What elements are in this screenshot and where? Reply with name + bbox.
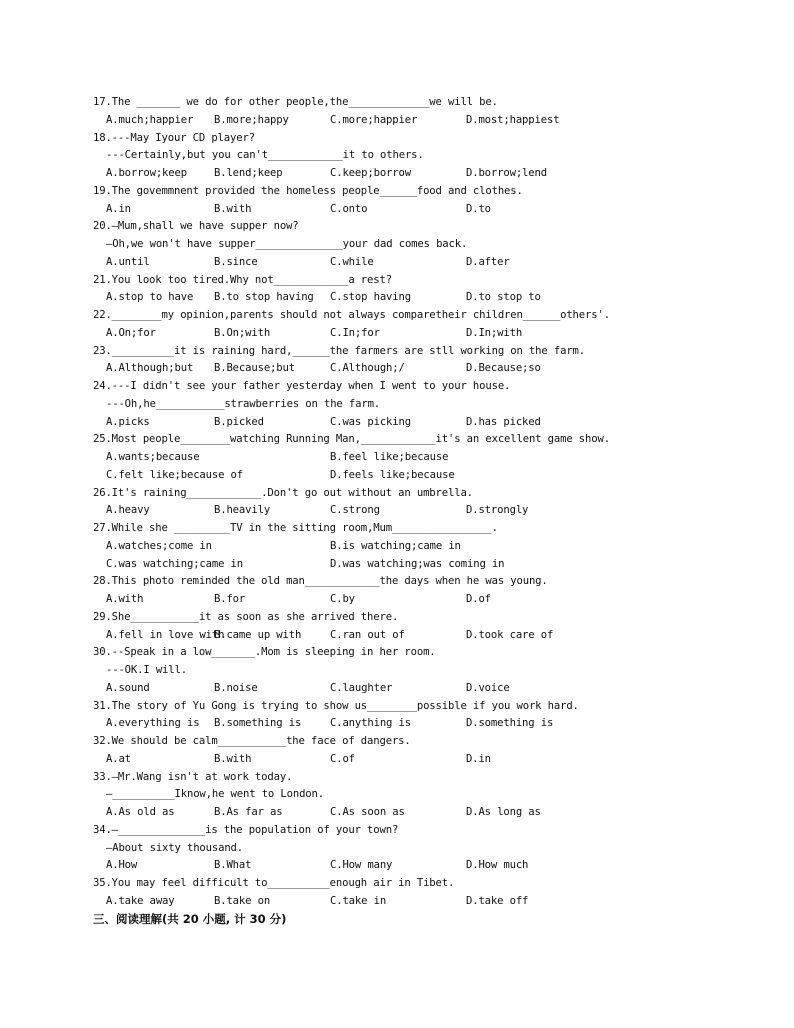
answer-option: A.borrow;keep — [106, 167, 187, 179]
answer-option: A.How — [106, 859, 138, 872]
answer-option: D.something is — [466, 717, 554, 730]
answer-option: A.watches;come in — [106, 539, 212, 552]
answer-option: C.more;happier — [330, 113, 418, 126]
question-stem: 21.You look too tired.Why not____________a rest? — [93, 273, 392, 286]
answer-option: C.As soon as — [330, 806, 405, 818]
answer-options-row — [93, 201, 713, 219]
answer-option: C.by — [330, 593, 355, 605]
answer-option: D.voice — [466, 681, 510, 694]
answer-option: C.was picking — [330, 415, 411, 428]
answer-option: B.to stop having — [214, 291, 314, 304]
exam-sheet — [93, 94, 713, 928]
answer-option: D.took care of — [466, 628, 554, 641]
answer-option: D.In;with — [466, 326, 523, 339]
answer-option: A.On;for — [106, 326, 156, 339]
answer-options-row — [93, 680, 713, 698]
answer-option: D.most;happiest — [466, 113, 560, 126]
answer-option: C.How many — [330, 859, 393, 872]
answer-option: B.more;happy — [214, 113, 289, 126]
answer-option: D.has picked — [466, 415, 541, 428]
answer-option: C.strong — [330, 504, 380, 517]
answer-option: D.borrow;lend — [466, 167, 547, 179]
answer-option: C.was watching;came in — [106, 557, 244, 570]
question-dialogue-line: —__________Iknow,he went to London. — [106, 788, 324, 801]
answer-option: D.strongly — [466, 504, 529, 517]
answer-option: C.In;for — [330, 326, 380, 339]
answer-option: A.As old as — [106, 806, 175, 818]
answer-option: D.in — [466, 752, 491, 765]
question-dialogue-line: ---Certainly,but you can't____________it to others. — [106, 149, 424, 162]
answer-options-row — [93, 502, 713, 520]
answer-option: B.take on — [214, 894, 271, 907]
question-stem: 29.She___________it as soon as she arrived there. — [93, 610, 399, 623]
question-stem: 28.This photo reminded the old man____________the days when he was young. — [93, 575, 548, 588]
answer-option: D.to — [466, 202, 491, 215]
answer-options-row — [93, 627, 713, 645]
answer-option: A.sound — [106, 681, 150, 694]
answer-option: A.much;happier — [106, 113, 194, 126]
question-stem: 32.We should be calm___________the face of dangers. — [93, 735, 411, 747]
answer-options-row — [93, 325, 713, 343]
answer-option: A.take away — [106, 894, 175, 907]
question-stem: 24.---I didn't see your father yesterday when I went to your house. — [93, 380, 511, 392]
answer-option: B.As far as — [214, 806, 283, 818]
answer-option: B.with — [214, 202, 252, 215]
answer-option: D.after — [466, 255, 510, 268]
answer-options-row — [93, 254, 713, 272]
answer-option: B.Because;but — [214, 362, 295, 375]
answer-option: B.feel like;because — [330, 451, 449, 463]
answer-options-row — [93, 591, 713, 609]
answer-options-row — [93, 289, 713, 307]
answer-option: A.fell in love with — [106, 628, 225, 641]
answer-options-row — [93, 449, 713, 467]
answer-option: D.As long as — [466, 806, 541, 818]
answer-option: D.to stop to — [466, 291, 541, 304]
question-stem: 27.While she _________TV in the sitting room,Mum________________. — [93, 522, 498, 534]
answer-option: A.with — [106, 593, 144, 605]
answer-option: A.stop to have — [106, 291, 194, 304]
answer-options-row — [93, 751, 713, 769]
answer-options-row — [93, 538, 713, 556]
question-stem: 26.It's raining____________.Don't go out without an umbrella. — [93, 486, 473, 499]
answer-option: A.heavy — [106, 504, 150, 517]
answer-options-row — [93, 715, 713, 733]
answer-option: D.of — [466, 593, 491, 605]
answer-options-row — [93, 893, 713, 911]
answer-options-row — [93, 804, 713, 822]
answer-option: C.while — [330, 255, 374, 268]
question-dialogue-line: —About sixty thousand. — [106, 841, 244, 854]
answer-options-row — [93, 112, 713, 130]
answer-option: B.heavily — [214, 504, 271, 517]
answer-options-row — [93, 556, 713, 574]
answer-option: C.laughter — [330, 681, 393, 694]
answer-option: B.What — [214, 859, 252, 872]
answer-option: C.of — [330, 752, 355, 765]
answer-option: C.felt like;because of — [106, 468, 244, 481]
question-stem: 19.The govemmnent provided the homeless people______food and clothes. — [93, 184, 523, 197]
answer-option: B.with — [214, 752, 252, 765]
answer-option: C.anything is — [330, 717, 411, 730]
question-stem: 17.The _______ we do for other people,the_____________we will be. — [93, 96, 498, 108]
question-stem: 18.---May Iyour CD player? — [93, 131, 255, 144]
answer-options-row — [93, 360, 713, 378]
answer-option: B.came up with — [214, 628, 302, 641]
answer-option: B.On;with — [214, 326, 271, 339]
answer-option: A.in — [106, 202, 131, 215]
answer-option: C.take in — [330, 894, 387, 907]
answer-option: B.something is — [214, 717, 302, 730]
question-dialogue-line: —Oh,we won't have supper______________your dad comes back. — [106, 238, 468, 250]
answer-option: C.Although;/ — [330, 362, 405, 375]
answer-option: B.lend;keep — [214, 167, 283, 179]
question-stem: 22.________my opinion,parents should not always comparetheir children______others'. — [93, 309, 610, 321]
question-stem: 35.You may feel difficult to__________enough air in Tibet. — [93, 877, 455, 889]
question-stem: 33.—Mr.Wang isn't at work today. — [93, 770, 293, 783]
answer-option: A.until — [106, 255, 150, 268]
answer-option: B.for — [214, 593, 246, 605]
section-heading: 三、阅读理解(共 20 小题, 计 30 分) — [93, 911, 287, 926]
question-stem: 30.--Speak in a low_______.Mom is sleeping in her room. — [93, 646, 436, 659]
answer-option: A.picks — [106, 415, 150, 428]
answer-options-row — [93, 467, 713, 485]
answer-option: B.picked — [214, 415, 264, 428]
answer-option: D.was watching;was coming in — [330, 557, 505, 570]
answer-option: B.is watching;came in — [330, 539, 461, 552]
answer-options-row — [93, 414, 713, 432]
answer-option: D.feels like;because — [330, 468, 455, 481]
question-stem: 20.—Mum,shall we have supper now? — [93, 220, 299, 233]
answer-option: A.Although;but — [106, 362, 194, 375]
answer-option: A.everything is — [106, 717, 200, 730]
question-dialogue-line: ---OK.I will. — [106, 664, 187, 676]
answer-option: D.take off — [466, 894, 529, 907]
answer-option: D.How much — [466, 859, 529, 872]
answer-option: C.stop having — [330, 291, 411, 304]
answer-option: C.ran out of — [330, 628, 405, 641]
question-stem: 34.—______________is the population of your town? — [93, 823, 399, 836]
answer-option: C.keep;borrow — [330, 167, 411, 179]
answer-option: B.noise — [214, 681, 258, 694]
answer-options-row — [93, 165, 713, 183]
answer-option: B.since — [214, 255, 258, 268]
question-stem: 23.__________it is raining hard,______the farmers are stll working on the farm. — [93, 344, 586, 357]
answer-option: A.wants;because — [106, 451, 200, 463]
answer-option: C.onto — [330, 202, 368, 215]
answer-option: A.at — [106, 752, 131, 765]
question-dialogue-line: ---Oh,he___________strawberries on the farm. — [106, 397, 381, 410]
answer-options-row — [93, 857, 713, 875]
question-stem: 31.The story of Yu Gong is trying to show us________possible if you work hard. — [93, 699, 579, 712]
answer-option: D.Because;so — [466, 362, 541, 375]
question-stem: 25.Most people________watching Running Man,____________it's an excellent game show. — [93, 433, 610, 446]
